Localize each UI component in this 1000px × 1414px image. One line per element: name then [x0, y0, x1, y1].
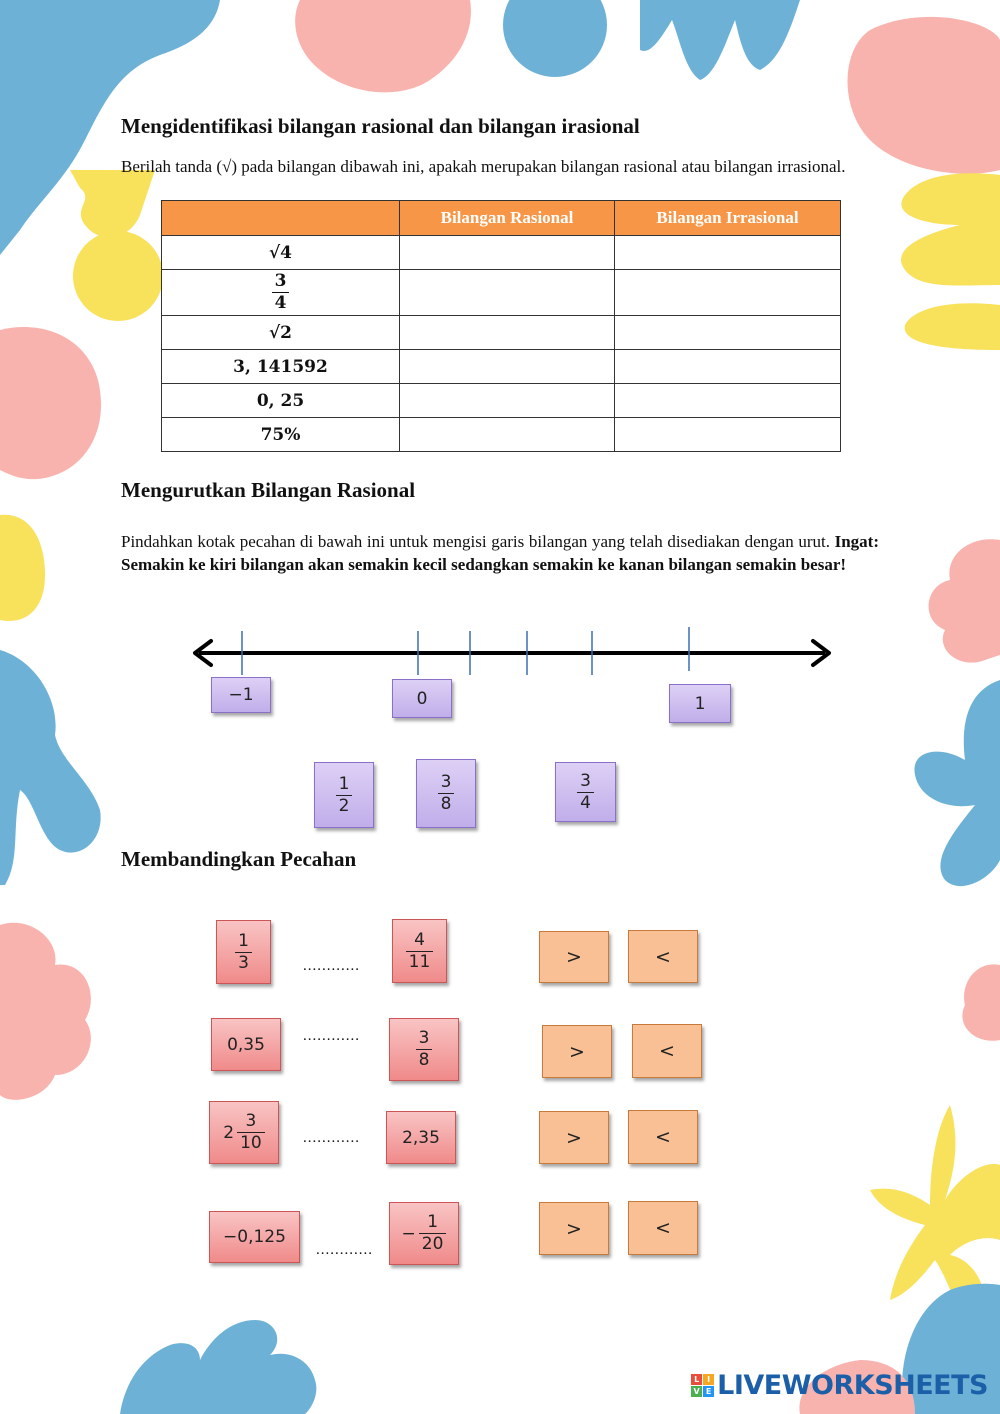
compare-right-2-35: 2,35 — [386, 1111, 456, 1164]
compare-left-mixed-2-3-10 — [209, 1101, 279, 1164]
less-than-button[interactable]: < — [632, 1024, 702, 1078]
fraction-numerator: 3 — [580, 770, 591, 791]
top-right-pink-blob — [848, 17, 1000, 174]
section2-instruction-bold: Ingat: Semakin ke kiri bilangan akan semakin kecil sedangkan semakin ke kanan bilangan semakin besar! — [121, 532, 880, 574]
table-row — [162, 350, 841, 384]
irrational-answer-cell[interactable] — [615, 350, 841, 384]
fraction-denominator: 11 — [406, 951, 434, 971]
table-number-cell: 0, 25 — [162, 384, 400, 418]
left-yellow-circle — [73, 231, 163, 321]
fraction-numerator: 3 — [245, 1111, 257, 1131]
drag-tile-three-eighths[interactable] — [416, 759, 476, 828]
fraction-denominator: 2 — [336, 795, 353, 815]
table-row — [162, 316, 841, 350]
rational-table — [161, 200, 841, 452]
compare-right-three-eighths — [389, 1018, 459, 1081]
fraction-denominator: 10 — [237, 1132, 265, 1152]
greater-than-button[interactable]: > — [539, 1111, 609, 1164]
table-header-rational: Bilangan Rasional — [400, 201, 615, 236]
less-than-button[interactable]: < — [628, 930, 698, 983]
bottom-left-blue-leaves — [120, 1320, 316, 1414]
rational-answer-cell[interactable] — [400, 236, 615, 270]
section2-instruction — [121, 530, 879, 576]
section1-instruction: Berilah tanda (√) pada bilangan dibawah ini, apakah merupakan bilangan rasional atau bilangan irrasional. — [121, 157, 846, 176]
label-one: 1 — [669, 684, 731, 723]
greater-than-button[interactable]: > — [542, 1025, 612, 1078]
right-blue-leaf — [914, 680, 1000, 886]
compare-left-one-third — [216, 920, 271, 984]
rational-answer-cell[interactable] — [400, 316, 615, 350]
section2-instruction-plain: Pindahkan kotak pecahan di bawah ini untuk mengisi garis bilangan yang telah disediakan dengan urut. — [121, 532, 830, 551]
rational-answer-cell[interactable] — [400, 350, 615, 384]
fraction-denominator: 20 — [419, 1233, 447, 1253]
irrational-answer-cell[interactable] — [615, 270, 841, 316]
compare-left-0-35: 0,35 — [211, 1018, 281, 1071]
logo-mark-icon: L I V E — [691, 1374, 714, 1397]
answer-blank: ............ — [303, 958, 360, 974]
fraction-numerator: 1 — [338, 773, 350, 794]
left-yellow-half — [0, 515, 45, 621]
fraction-numerator: 4 — [414, 929, 425, 950]
section3-title: Membandingkan Pecahan — [121, 847, 357, 871]
answer-blank: ............ — [303, 1130, 360, 1146]
table-number-cell — [162, 270, 400, 316]
label-minus-one: −1 — [211, 677, 271, 713]
compare-left-minus-0-125: −0,125 — [209, 1211, 300, 1263]
fraction-denominator: 4 — [272, 292, 290, 312]
fraction-denominator: 3 — [235, 952, 252, 972]
irrational-answer-cell[interactable] — [615, 384, 841, 418]
label-zero: 0 — [392, 679, 452, 718]
answer-blank: ............ — [303, 1028, 360, 1044]
table-header-row — [162, 201, 841, 236]
compare-right-minus-one-twentieth — [389, 1202, 459, 1265]
section1-title: Mengidentifikasi bilangan rasional dan bilangan irasional — [121, 114, 640, 138]
table-header-irrational: Bilangan Irrasional — [615, 201, 841, 236]
left-pink-blob — [0, 327, 101, 479]
logo-text: LIVEWORKSHEETS — [717, 1370, 988, 1401]
top-pink-shape — [295, 0, 471, 92]
table-row — [162, 270, 841, 316]
less-than-button[interactable]: < — [628, 1110, 698, 1164]
less-than-button[interactable]: < — [628, 1201, 698, 1255]
drag-tile-one-half[interactable] — [314, 762, 374, 828]
table-row — [162, 418, 841, 452]
fraction-denominator: 4 — [577, 792, 594, 812]
rational-answer-cell[interactable] — [400, 418, 615, 452]
table-header-empty — [162, 201, 400, 236]
greater-than-button[interactable]: > — [539, 1202, 609, 1255]
mixed-whole: 2 — [223, 1122, 235, 1143]
rational-answer-cell[interactable] — [400, 270, 615, 316]
fraction-numerator: 3 — [440, 772, 452, 792]
irrational-answer-cell[interactable] — [615, 316, 841, 350]
table-number-cell: √4 — [162, 236, 400, 270]
greater-than-button[interactable]: > — [539, 931, 609, 983]
fraction-denominator: 8 — [438, 793, 455, 813]
fraction-numerator: 1 — [427, 1212, 439, 1232]
fraction — [272, 273, 290, 312]
fraction-numerator: 3 — [274, 271, 287, 291]
table-number-cell: √2 — [162, 316, 400, 350]
top-blue-circle — [503, 0, 607, 77]
table-number-cell: 3, 141592 — [162, 350, 400, 384]
left-blue-leaf — [0, 650, 101, 885]
irrational-answer-cell[interactable] — [615, 418, 841, 452]
sign: − — [401, 1223, 416, 1244]
top-blue-leaves — [640, 0, 800, 80]
compare-right-four-elevenths — [392, 919, 447, 983]
answer-blank: ............ — [316, 1242, 373, 1258]
fraction-denominator: 8 — [416, 1049, 433, 1069]
liveworksheets-logo — [691, 1370, 988, 1401]
irrational-answer-cell[interactable] — [615, 236, 841, 270]
table-number-cell: 75% — [162, 418, 400, 452]
table-row — [162, 236, 841, 270]
number-line — [185, 625, 845, 685]
fraction-numerator: 3 — [418, 1028, 430, 1048]
left-pink-flower — [0, 923, 91, 1100]
right-yellow-wave — [901, 173, 1000, 350]
right-pink-small — [962, 964, 1000, 1040]
top-yellow-shape — [70, 170, 155, 237]
drag-tile-three-quarters[interactable] — [555, 762, 616, 822]
section2-title: Mengurutkan Bilangan Rasional — [121, 478, 416, 502]
table-row — [162, 384, 841, 418]
rational-answer-cell[interactable] — [400, 384, 615, 418]
right-pink-flower — [929, 539, 1000, 662]
fraction-numerator: 1 — [238, 930, 249, 951]
